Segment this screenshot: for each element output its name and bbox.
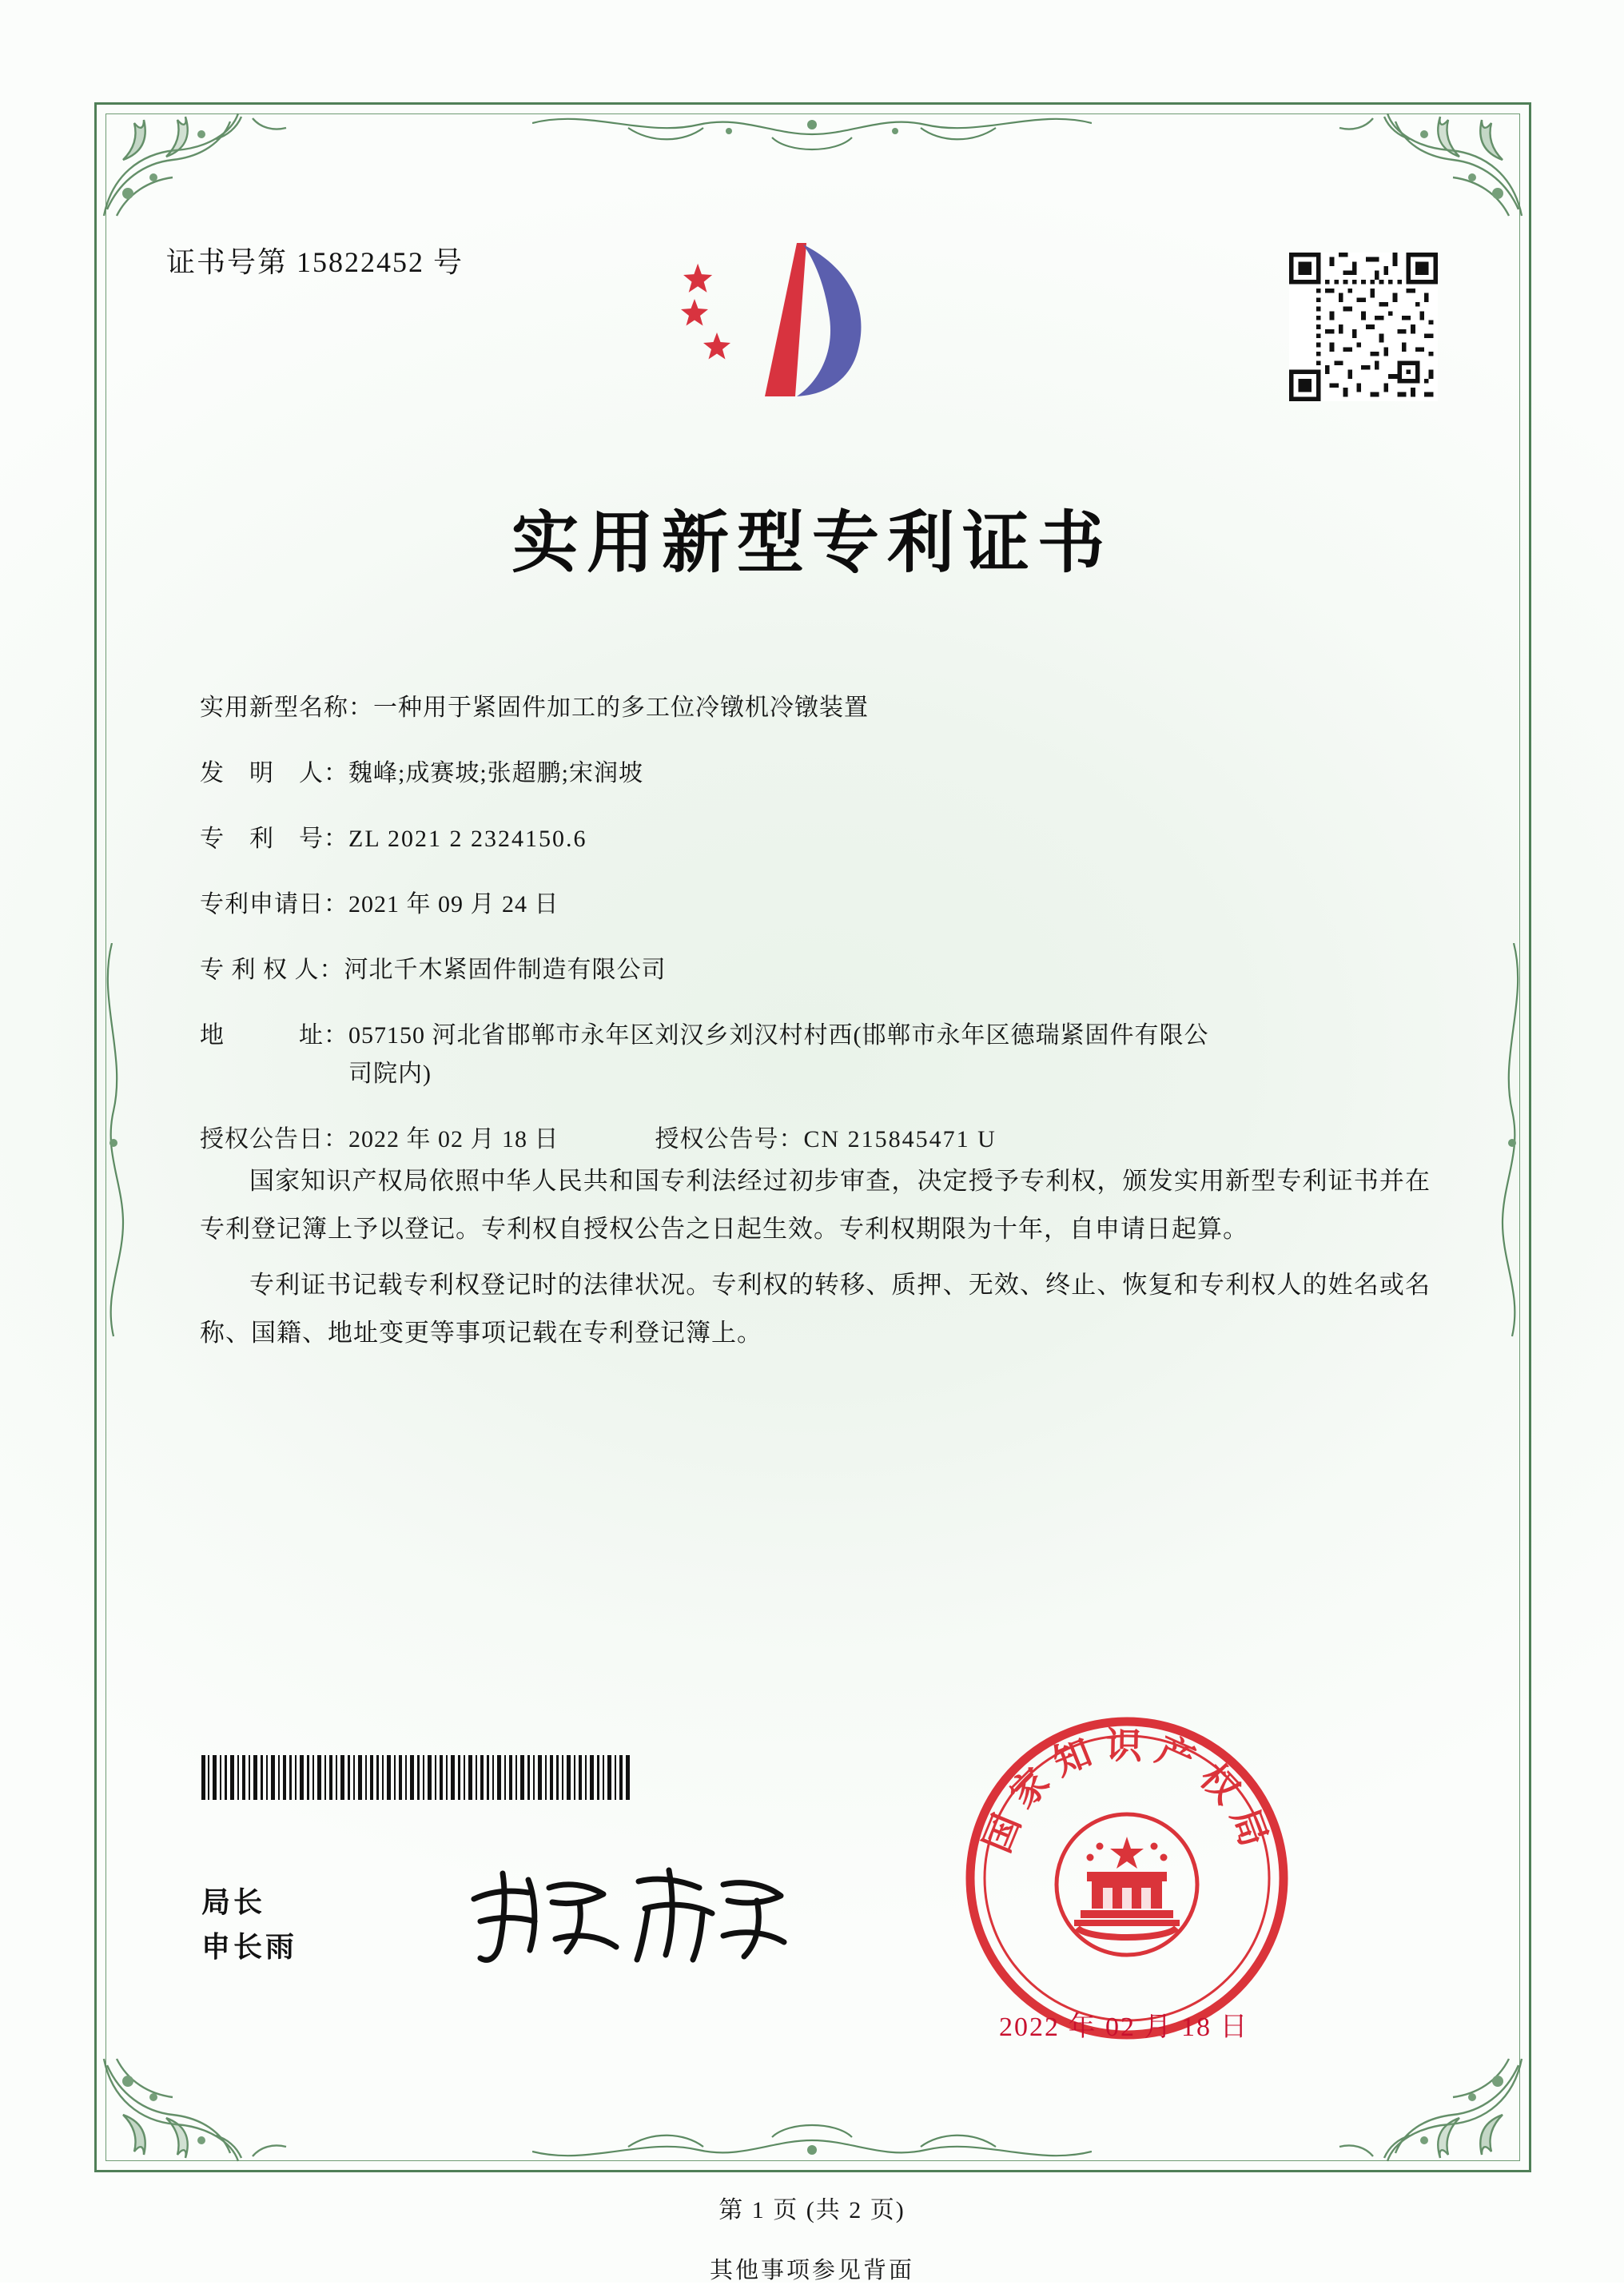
back-side-note: 其他事项参见背面: [709, 2258, 914, 2283]
paragraph-grant: 国家知识产权局依照中华人民共和国专利法经过初步审查，决定授予专利权，颁发实用新型专利证书并在专利登记簿上予以登记。专利权自授权公告之日起生效。专利权期限为十年，自申请日起算。: [200, 1167, 1431, 1243]
field-value: 2021 年 09 月 24 日: [348, 891, 559, 918]
field-inventors: [200, 754, 1447, 793]
seal-date: 2022 年 02 月 18 日: [999, 2012, 1249, 2042]
field-utility-model-name: [200, 689, 1447, 727]
official-red-seal-icon: [959, 1710, 1295, 2046]
svg-text:国家知识产权局: 国家知识产权局: [975, 1723, 1280, 1863]
border-ornament-top-center: [532, 101, 1092, 177]
page-number: 第 1 页 (共 2 页): [718, 2197, 906, 2223]
field-grant-row: [200, 1121, 1447, 1159]
field-patent-number: [200, 820, 1447, 858]
field-value: 河北千木紧固件制造有限公司: [344, 957, 667, 983]
field-value: 2022 年 02 月 18 日: [348, 1126, 559, 1152]
announcement-number-segment: [655, 1121, 997, 1159]
field-label: 专 利 号：: [200, 826, 348, 852]
field-label: 授权公告日：: [200, 1126, 348, 1152]
field-label: 授权公告号：: [655, 1126, 804, 1152]
corner-ornament-top-left: [96, 104, 336, 224]
handwritten-signature-icon: [460, 1853, 795, 1973]
field-application-date: [200, 886, 1447, 924]
barcode: [201, 1755, 633, 1800]
corner-ornament-bottom-left: [96, 2051, 336, 2171]
certificate-number: 证书号第 15822452 号: [166, 246, 464, 278]
fields-block: [200, 689, 1447, 1186]
signature-title-label: 局长: [201, 1886, 266, 1918]
border-ornament-bottom-center: [532, 2097, 1092, 2174]
paragraph-legal-status: 专利证书记载专利权登记时的法律状况。专利权的转移、质押、无效、终止、恢复和专利权人的姓名或名称、国籍、地址变更等事项记载在专利登记簿上。: [200, 1271, 1431, 1347]
field-label: 地 址：: [200, 1022, 348, 1049]
field-label: 专 利 权 人：: [200, 957, 344, 983]
field-value: 魏峰;成赛坡;张超鹏;宋润坡: [348, 760, 644, 786]
field-label: 发 明 人：: [200, 760, 348, 786]
signature-block: [201, 1880, 297, 1969]
field-label: 专利申请日：: [200, 891, 348, 918]
corner-ornament-top-right: [1290, 104, 1530, 224]
cnipa-emblem-icon: [675, 230, 923, 414]
border-ornament-right-center: [1459, 943, 1536, 1343]
page-title: 实用新型专利证书: [511, 503, 1113, 582]
border-ornament-left-center: [90, 943, 166, 1343]
field-value: 一种用于紧固件加工的多工位冷镦机冷镦装置: [373, 695, 869, 721]
field-value: CN 215845471 U: [803, 1126, 997, 1152]
field-value: ZL 2021 2 2324150.6: [348, 826, 587, 852]
field-patentee: [200, 951, 1447, 989]
announcement-date-segment: [200, 1121, 559, 1159]
qr-code-icon: [1289, 253, 1438, 401]
field-value: 057150 河北省邯郸市永年区刘汉乡刘汉村村西(邯郸市永年区德瑞紧固件有限公司院内): [348, 1022, 1209, 1087]
field-address: [200, 1017, 1447, 1093]
corner-ornament-bottom-right: [1290, 2051, 1530, 2171]
body-paragraphs: [200, 1157, 1431, 1365]
signature-name-label: 申长雨: [201, 1931, 298, 1963]
field-label: 实用新型名称：: [200, 695, 373, 721]
